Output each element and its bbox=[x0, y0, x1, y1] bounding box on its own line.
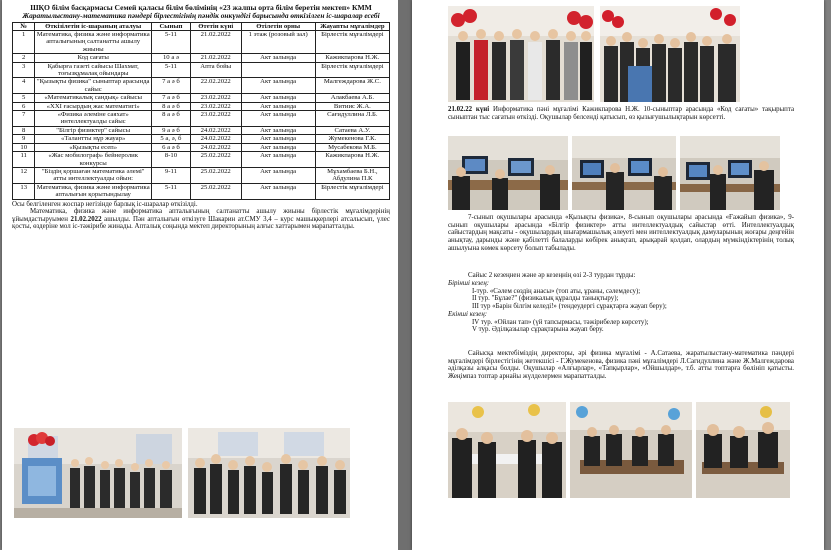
cell-class: 5-11 bbox=[152, 183, 191, 199]
col-responsible: Жауапты мұғалімдер bbox=[315, 22, 389, 30]
cell-date: 25.02.2022 bbox=[190, 152, 241, 168]
cell-responsible: Бірлестік мұғалімдері bbox=[315, 62, 389, 78]
document-title: ШҚО білім басқармасы Семей қаласы білім бөлімінің «23 жалпы орта білім беретін мектеп» КММ bbox=[30, 3, 372, 12]
cell-responsible: Бірлестік мұғалімдері bbox=[315, 183, 389, 199]
opening-date: 21.02.2022 bbox=[70, 215, 102, 223]
cell-place: 1 этаж (розовый зал) bbox=[241, 31, 315, 54]
cell-class: 6 а ә б bbox=[152, 143, 191, 151]
table-body bbox=[13, 31, 390, 200]
cell-event: «XXI ғасырдың жас математигі» bbox=[35, 102, 152, 110]
col-event: Өткізілетін іс-шараның аталуы bbox=[35, 22, 152, 30]
cell-date: 24.02.2022 bbox=[190, 126, 241, 134]
table-row bbox=[13, 167, 390, 183]
cell-num: 11 bbox=[13, 152, 35, 168]
opening-text-b: ашылды. Пән апталығын өткізуге Шакарин ат.СМУ 3,4 – курс машықкерлері атсалысып, үлес қосты, өздеріне мол іс-тәжірибе жинады. Апталық соңында мектеп директорының алғыс хаттарымен марапатталды. bbox=[12, 215, 390, 231]
cell-place: Акт залында bbox=[241, 143, 315, 151]
table-header-row bbox=[13, 22, 390, 30]
cell-event: "Білгір физиктер" сайысы bbox=[35, 126, 152, 134]
cell-place: Акт залында bbox=[241, 167, 315, 183]
table-row bbox=[13, 126, 390, 134]
cell-num: 7 bbox=[13, 111, 35, 127]
cell-place: Акт залында bbox=[241, 152, 315, 168]
cell-place: Акт залында bbox=[241, 135, 315, 143]
col-place: Өтілетін орны bbox=[241, 22, 315, 30]
cell-place: Акт залында bbox=[241, 54, 315, 62]
cell-num: 4 bbox=[13, 78, 35, 94]
teachers-group-photo-1 bbox=[448, 6, 594, 102]
cell-num: 1 bbox=[13, 31, 35, 54]
cell-responsible: Мусабекова М.Б. bbox=[315, 143, 389, 151]
cell-class: 10 а ә bbox=[152, 54, 191, 62]
cell-responsible: Мұхамбаева Б.Н., Абдулина П.К bbox=[315, 167, 389, 183]
cell-class: 5 а, ә, б bbox=[152, 135, 191, 143]
cell-class: 5-11 bbox=[152, 31, 191, 54]
opening-text-a: Математика, физика және информатика апталығының салтанатты ашылу жиыны бірлестік мұғалімдерінің ұйымдастыруымен bbox=[12, 208, 390, 223]
cell-event: «Жас мобилограф» бейнеролик конкурсы bbox=[35, 152, 152, 168]
cell-place: Акт залында bbox=[241, 126, 315, 134]
contest-photo-1 bbox=[448, 402, 566, 498]
cell-num: 2 bbox=[13, 54, 35, 62]
table-row bbox=[13, 94, 390, 102]
stage1-item-3: III тур «Барін білгім келеді!» (тендеудергі сұрақтарға жауап беру); bbox=[472, 303, 667, 311]
opening-ceremony-photo-2 bbox=[188, 428, 350, 518]
cell-class: 8 а ә б bbox=[152, 111, 191, 127]
cell-place: Акт залында bbox=[241, 111, 315, 127]
code-hour-date: 21.02.22 күні bbox=[448, 106, 490, 113]
cell-place: Акт залында bbox=[241, 102, 315, 110]
cell-class: 9 а ә б bbox=[152, 126, 191, 134]
computer-lab-photo-1 bbox=[448, 136, 568, 210]
cell-date: 23.02.2022 bbox=[190, 94, 241, 102]
stage1-item-1: I-тур. «Сәлем сөздің анасы» (топ аты, ұраны, сәлемдесу); bbox=[472, 287, 641, 295]
cell-responsible: Кажикпарова Н.Ж. bbox=[315, 54, 389, 62]
cell-num: 3 bbox=[13, 62, 35, 78]
computer-lab-photo-2 bbox=[572, 136, 676, 210]
code-hour-text: Информатика пәні мұғалімі Кажикпарова Н.Ж. 10-сыныптар арасында «Код сағаты» тақырыпта сыныптан тыс сағатын өткізді. Оқушылар белсенді қатысып, өз қызығушылықтарын көрсетті. bbox=[448, 106, 795, 121]
page1-content bbox=[12, 0, 390, 231]
table-row bbox=[13, 152, 390, 168]
cell-date: 22.02.2022 bbox=[190, 78, 241, 94]
cell-responsible: Малгеждарова Ж.С. bbox=[315, 78, 389, 94]
col-class: Сынып bbox=[152, 22, 191, 30]
table-row bbox=[13, 143, 390, 151]
col-number: № bbox=[13, 22, 35, 30]
cell-date: Апта бойы bbox=[190, 62, 241, 78]
cell-event: «Математикалық сандық» сайысы bbox=[35, 94, 152, 102]
document-page-2 bbox=[412, 0, 824, 550]
cell-responsible: Алакбаева А.Б. bbox=[315, 94, 389, 102]
cell-num: 5 bbox=[13, 94, 35, 102]
cell-date: 25.02.2022 bbox=[190, 183, 241, 199]
cell-responsible: Витиис Ж.А. bbox=[315, 102, 389, 110]
cell-num: 9 bbox=[13, 135, 35, 143]
cell-num: 8 bbox=[13, 126, 35, 134]
table-row bbox=[13, 78, 390, 94]
events-table bbox=[12, 22, 390, 200]
opening-paragraph bbox=[12, 208, 390, 231]
cell-event: "Қызықты физика" сыныптар арасында сайыс bbox=[35, 78, 152, 94]
stage2-title: Екінші кезең: bbox=[448, 310, 488, 318]
col-date: Өтетін күні bbox=[190, 22, 241, 30]
table-row bbox=[13, 54, 390, 62]
cell-class: 7 а ә б bbox=[152, 94, 191, 102]
cell-place: Акт залында bbox=[241, 183, 315, 199]
jury-paragraph: Сайысқа мектебіміздің директоры, әрі физика мұғалімі - А.Сатаева, жаратылыстану-математика пәндері мұғалімдері бірлестігінің жетекшісі - Г.Жумекенова, физика пәні мұғалімдері Л.Сагидуллина және Ж.Малгеждарова әділқазы алқасы болды. Оқушылар «Алғырлар», «Тапқырлар», «Ойшылдар», т.б. атты топтарға бөлініп қатысты. Жеңімпаз топтар арнайы жүлделермен марапатталды. bbox=[448, 350, 794, 381]
cell-event: "Біздің қоршаған математика әлемі" атты интеллектуалды ойын: bbox=[35, 167, 152, 183]
contest-stages-intro: Сайыс 2 кезеңнен және әр кезеңнің өзі 2-3 турдан тұрды: bbox=[468, 272, 636, 279]
table-row bbox=[13, 111, 390, 127]
cell-event: «Физика әлеміне саяхат» интеллектуалды сайыс bbox=[35, 111, 152, 127]
cell-num: 10 bbox=[13, 143, 35, 151]
cell-num: 13 bbox=[13, 183, 35, 199]
cell-event: Математика, физика және информатика апталығының салтанатты ашылу жиыны bbox=[36, 31, 150, 53]
cell-num: 6 bbox=[13, 102, 35, 110]
cell-date: 23.02.2022 bbox=[190, 102, 241, 110]
cell-event: Математика, физика және информатика апталығын қорытындылау bbox=[36, 183, 150, 199]
cell-class: 8-10 bbox=[152, 152, 191, 168]
teachers-group-photo-2 bbox=[600, 6, 740, 102]
opening-ceremony-photo-1 bbox=[14, 428, 182, 518]
table-row bbox=[13, 135, 390, 143]
page-separator bbox=[398, 0, 412, 550]
cell-class: 9-11 bbox=[152, 167, 191, 183]
code-hour-paragraph bbox=[448, 106, 794, 121]
cell-responsible: Сатаева А.У. bbox=[315, 126, 389, 134]
table-row bbox=[13, 62, 390, 78]
document-subtitle: Жаратылыстану-математика пәндері бірлестігінің пәндік онкүндігі барысында өткізілген іс-шаралар есебі bbox=[22, 11, 380, 21]
cell-date: 21.02.2022 bbox=[190, 54, 241, 62]
cell-num: 12 bbox=[13, 167, 35, 183]
cell-responsible: Сағидуллина Л.Б. bbox=[315, 111, 389, 127]
cell-place: Акт залында bbox=[241, 78, 315, 94]
cell-event: Код сағаты bbox=[35, 54, 152, 62]
cell-date: 23.02.2022 bbox=[190, 111, 241, 127]
table-row bbox=[13, 102, 390, 110]
table-row bbox=[13, 31, 390, 54]
cell-class: 8 а ә б bbox=[152, 102, 191, 110]
cell-date: 25.02.2022 bbox=[190, 167, 241, 183]
stage1-title: Бірінші кезең: bbox=[448, 280, 490, 287]
stage2-item-1: IV тур. «Ойлан тап» (үй тапсырмасы, тәжірибелер көрсету); bbox=[472, 318, 649, 326]
cell-event: «Қызықты есеп» bbox=[35, 143, 152, 151]
contest-photo-2 bbox=[570, 402, 692, 498]
stage1-item-2: II тур. "Бұлае?" (физикалық құралды танықтыру); bbox=[472, 295, 619, 303]
cell-date: 24.02.2022 bbox=[190, 143, 241, 151]
contest-stages bbox=[448, 280, 794, 334]
cell-date: 21.02.2022 bbox=[190, 31, 241, 54]
cell-date: 24.02.2022 bbox=[190, 135, 241, 143]
after-table-text: Осы белгіленген жоспар негізінде барлық іс-шаралар өткізілді. bbox=[12, 200, 198, 208]
cell-responsible: Бірлестік мұғалімдері bbox=[315, 31, 389, 54]
computer-lab-photo-3 bbox=[680, 136, 780, 210]
cell-event: «Талантты нұр жауар» bbox=[35, 135, 152, 143]
cell-place: Акт залында bbox=[241, 94, 315, 102]
contest-photo-3 bbox=[696, 402, 790, 498]
stage2-item-2: V тур. Әділқазылар сұрақтарына жауап беру. bbox=[472, 326, 604, 334]
cell-responsible: Кажикпарова Н.Ж. bbox=[315, 152, 389, 168]
cell-event: Қабырға газеті сайысы Шахмат, тоғызқұмалақ ойындары bbox=[35, 62, 152, 78]
table-row bbox=[13, 183, 390, 199]
cell-class: 5-11 bbox=[152, 62, 191, 78]
cell-place bbox=[241, 62, 315, 78]
cell-class: 7 а ә б bbox=[152, 78, 191, 94]
physics-contest-paragraph: 7-сынып оқушылары арасында «Қызықты физика», 8-сынып оқушылары арасында «Ғажайып физика», 9-сынып оқушылары арасында «Білгір физиктер» атты интеллектуалдық сайыстар өтті. Интеллектуалдық сайыстардың мақсаты - оқушылардың шығармашылық әлеуеті мен интеллектуалдық дамуларының жоғары деңгейін анықтау, дарынды және қабілетті балаларды көбірек анықтап, арықарай қолдап, олардың мүмкіндіктерінің толық ашылуына көмек көрсету болып табылады. bbox=[448, 214, 794, 252]
document-page-1 bbox=[2, 0, 398, 550]
cell-responsible: Жумекенова Г.К. bbox=[315, 135, 389, 143]
